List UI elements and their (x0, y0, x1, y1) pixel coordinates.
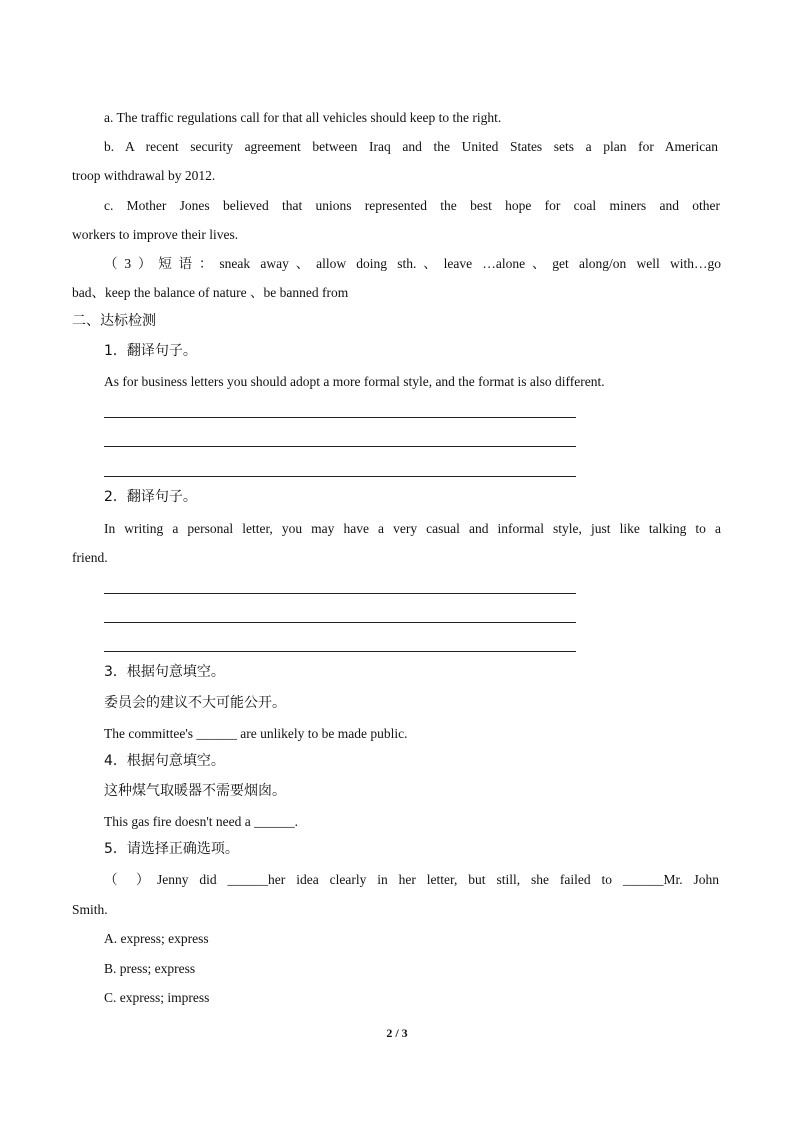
example-a: a. The traffic regulations call for that all vehicles should keep to the right. (104, 110, 502, 125)
q5-option-b[interactable]: B. press; express (104, 961, 196, 976)
q2-text-line1: In writing a personal letter, you may have a very casual and informal style, just like talking to a (104, 521, 721, 536)
example-b-line1: b. A recent security agreement between Iraq and the United States sets a plan for American (104, 139, 718, 154)
phrases-line2: bad、keep the balance of nature 、be banned from (72, 285, 349, 300)
answer-line[interactable] (104, 622, 576, 623)
q4-title: 4．根据句意填空。 (104, 753, 225, 769)
answer-line[interactable] (104, 446, 576, 447)
q4-english-sentence: This gas fire doesn't need a ______. (104, 814, 299, 829)
q3-title: 3．根据句意填空。 (104, 664, 225, 680)
q2-text-line2: friend. (72, 550, 108, 565)
answer-line[interactable] (104, 593, 576, 594)
example-b-line2: troop withdrawal by 2012. (72, 168, 216, 183)
q3-chinese-sentence: 委员会的建议不大可能公开。 (104, 695, 286, 711)
q5-question-line2: Smith. (72, 902, 108, 917)
example-c-line1: c. Mother Jones believed that unions represented the best hope for coal miners and other (104, 198, 720, 213)
q5-option-c[interactable]: C. express; impress (104, 990, 210, 1005)
section-heading: 二、达标检测 (72, 313, 156, 329)
phrases-line1: （3）短语：sneak away、allow doing sth.、leave …alone、get along/on well with…go (104, 256, 721, 271)
q4-chinese-sentence: 这种煤气取暖器不需要烟囱。 (104, 783, 286, 799)
page-number: 2 / 3 (386, 1026, 408, 1040)
q2-title: 2．翻译句子。 (104, 489, 197, 505)
answer-line[interactable] (104, 651, 576, 652)
q1-text: As for business letters you should adopt a more formal style, and the format is also different. (104, 374, 605, 389)
q5-title: 5．请选择正确选项。 (104, 841, 239, 857)
example-c-line2: workers to improve their lives. (72, 227, 239, 242)
q1-title: 1．翻译句子。 (104, 343, 197, 359)
answer-line[interactable] (104, 417, 576, 418)
q5-option-a[interactable]: A. express; express (104, 931, 209, 946)
q3-english-sentence: The committee's ______ are unlikely to be made public. (104, 726, 408, 741)
q5-question-line1: （ ）Jenny did ______her idea clearly in her letter, but still, she failed to ______Mr. John (104, 872, 719, 887)
answer-line[interactable] (104, 476, 576, 477)
